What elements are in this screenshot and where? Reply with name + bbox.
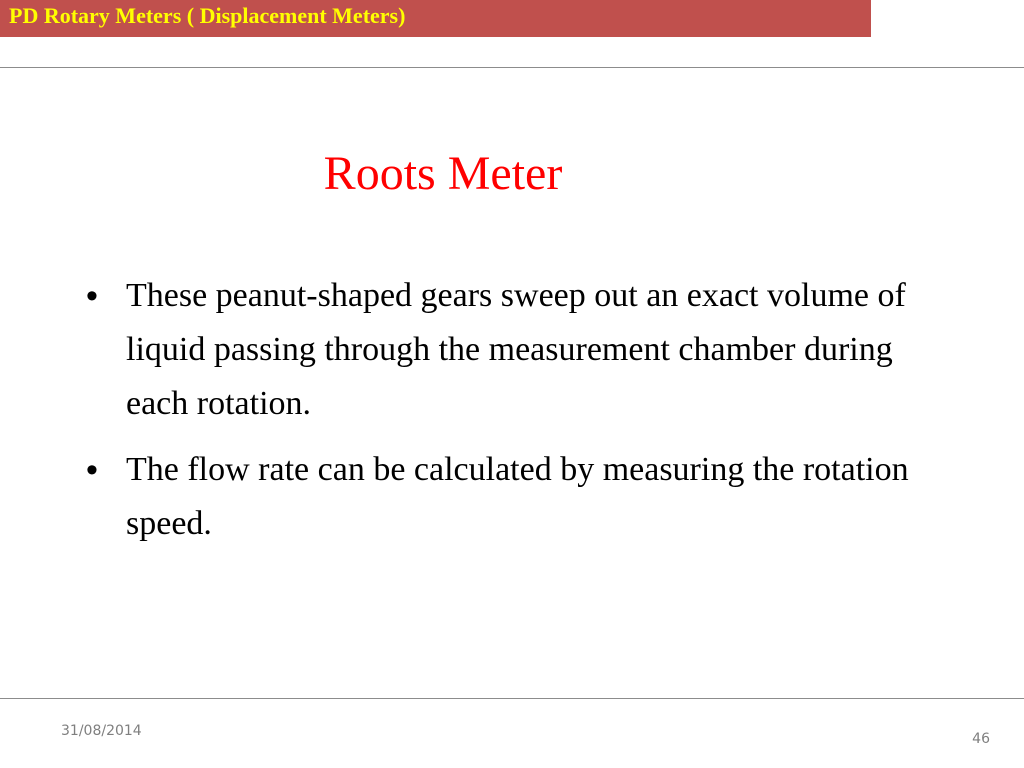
bullet-list bbox=[86, 269, 946, 563]
slide-title: Roots Meter bbox=[323, 147, 563, 200]
bullet-point-icon: • bbox=[86, 277, 98, 315]
bullet-text: These peanut-shaped gears sweep out an exact volume of liquid passing through the measurement chamber during each rotation. bbox=[126, 277, 906, 422]
header-banner bbox=[0, 0, 871, 37]
bullet-point-icon: • bbox=[86, 451, 98, 489]
page-number: 46 bbox=[972, 731, 990, 747]
header-title: PD Rotary Meters ( Displacement Meters) bbox=[9, 3, 406, 28]
bullet-item bbox=[86, 443, 946, 551]
footer-date: 31/08/2014 bbox=[61, 723, 142, 739]
bullet-item bbox=[86, 269, 946, 431]
bottom-divider bbox=[0, 698, 1024, 699]
top-divider bbox=[0, 67, 1024, 68]
bullet-text: The flow rate can be calculated by measuring the rotation speed. bbox=[126, 451, 909, 542]
